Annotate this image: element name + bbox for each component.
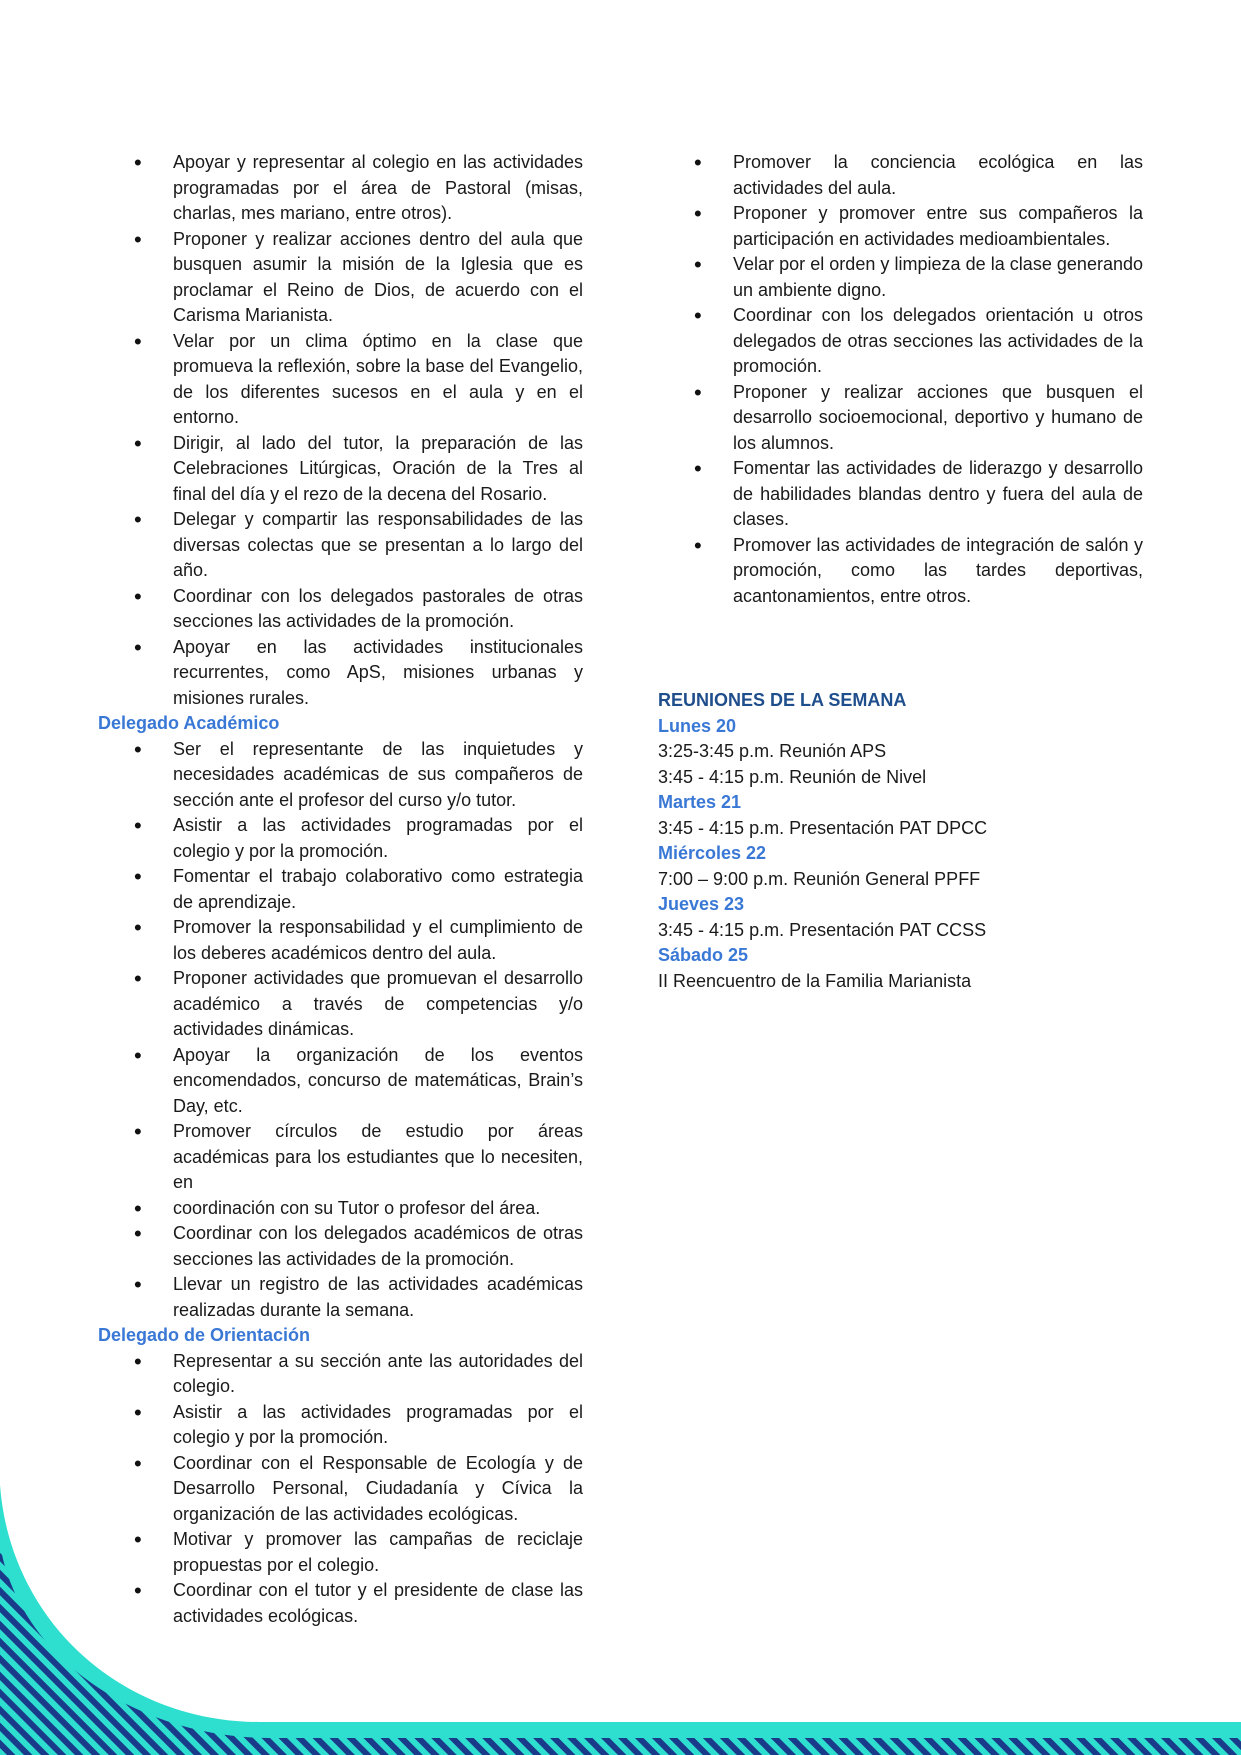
list-item: • Fomentar las actividades de liderazgo y desarrollo de habilidades blandas dentro y fuera del aula de clases. bbox=[658, 456, 1143, 533]
list-item: • Coordinar con el tutor y el presidente de clase las actividades ecológicas. bbox=[98, 1578, 583, 1629]
list-item: • coordinación con su Tutor o profesor del área. bbox=[98, 1196, 583, 1222]
list-item: • Fomentar el trabajo colaborativo como estrategia de aprendizaje. bbox=[98, 864, 583, 915]
meeting-event: 3:25-3:45 p.m. Reunión APS bbox=[658, 741, 887, 761]
list-item: • Promover las actividades de integración de salón y promoción, como las tardes deportivas, acantonamientos, entre otros. bbox=[658, 533, 1143, 610]
meeting-event: II Reencuentro de la Familia Marianista bbox=[658, 970, 972, 991]
list-item: • Motivar y promover las campañas de reciclaje propuestas por el colegio. bbox=[98, 1527, 583, 1578]
list-item: • Promover la conciencia ecológica en las actividades del aula. bbox=[658, 150, 1143, 201]
meetings-title: REUNIONES DE LA SEMANA bbox=[658, 690, 907, 710]
day-heading: Jueves 23 bbox=[658, 894, 745, 914]
day-heading: Sábado 25 bbox=[658, 945, 749, 965]
list-item: • Asistir a las actividades programadas por el colegio y por la promoción. bbox=[98, 1400, 583, 1451]
list-item: • Delegar y compartir las responsabilidades de las diversas colectas que se presentan a lo largo del año. bbox=[98, 507, 583, 584]
list-item: • Asistir a las actividades programadas por el colegio y por la promoción. bbox=[98, 813, 583, 864]
academico-heading: Delegado Académico bbox=[98, 713, 280, 733]
list-item: • Velar por un clima óptimo en la clase que promueva la reflexión, sobre la base del Evangelio, de los diferentes sucesos en el aula y en el entorno. bbox=[98, 329, 583, 431]
list-item: • Ser el representante de las inquietudes y necesidades académicas de sus compañeros de sección ante el profesor del curso y/o tutor. bbox=[98, 737, 583, 814]
list-item: • Coordinar con los delegados académicos de otras secciones las actividades de la promoción. bbox=[98, 1221, 583, 1272]
list-item: • Apoyar la organización de los eventos encomendados, concurso de matemáticas, Brain’s Day, etc. bbox=[98, 1043, 583, 1120]
list-item: • Promover la responsabilidad y el cumplimiento de los deberes académicos dentro del aula. bbox=[98, 915, 583, 966]
meeting-event: 3:45 - 4:15 p.m. Presentación PAT CCSS bbox=[658, 919, 987, 940]
list-item: • Proponer actividades que promuevan el desarrollo académico a través de competencias y/o actividades dinámicas. bbox=[98, 966, 583, 1043]
list-item: • Dirigir, al lado del tutor, la preparación de las Celebraciones Litúrgicas, Oración de la Tres al final del día y el rezo de la decena del Rosario. bbox=[98, 431, 583, 508]
orientacion-heading: Delegado de Orientación bbox=[98, 1325, 311, 1345]
orientacion-list bbox=[98, 1349, 583, 1630]
list-item: • Velar por el orden y limpieza de la clase generando un ambiente digno. bbox=[658, 252, 1143, 303]
list-item: • Coordinar con los delegados pastorales de otras secciones las actividades de la promoción. bbox=[98, 584, 583, 635]
day-heading: Lunes 20 bbox=[658, 715, 737, 736]
list-item: • Proponer y realizar acciones que busquen el desarrollo socioemocional, deportivo y humano de los alumnos. bbox=[658, 380, 1143, 457]
pastoral-list bbox=[98, 150, 583, 711]
list-item: • Representar a su sección ante las autoridades del colegio. bbox=[98, 1349, 583, 1400]
list-item: • Apoyar y representar al colegio en las actividades programadas por el área de Pastoral (misas, charlas, mes mariano, entre otros). bbox=[98, 150, 583, 227]
meeting-event: 3:45 - 4:15 p.m. Presentación PAT DPCC bbox=[658, 817, 988, 838]
day-heading: Miércoles 22 bbox=[658, 843, 767, 863]
day-heading: Martes 21 bbox=[658, 792, 742, 812]
meeting-event: 3:45 - 4:15 p.m. Reunión de Nivel bbox=[658, 766, 927, 787]
list-item: • Llevar un registro de las actividades académicas realizadas durante la semana. bbox=[98, 1272, 583, 1323]
meetings-section bbox=[658, 688, 1158, 994]
orientacion-list-continued bbox=[658, 150, 1143, 609]
list-item: • Coordinar con el Responsable de Ecología y de Desarrollo Personal, Ciudadanía y Cívica la organización de las actividades ecológicas. bbox=[98, 1451, 583, 1528]
right-column bbox=[658, 150, 1143, 609]
list-item: • Coordinar con los delegados orientación u otros delegados de otras secciones las actividades de la promoción. bbox=[658, 303, 1143, 380]
left-column bbox=[98, 150, 583, 1629]
academico-list bbox=[98, 737, 583, 1324]
list-item: • Promover círculos de estudio por áreas académicas para los estudiantes que lo necesiten, en bbox=[98, 1119, 583, 1196]
list-item: • Apoyar en las actividades institucionales recurrentes, como ApS, misiones urbanas y misiones rurales. bbox=[98, 635, 583, 712]
list-item: • Proponer y promover entre sus compañeros la participación en actividades medioambientales. bbox=[658, 201, 1143, 252]
list-item: • Proponer y realizar acciones dentro del aula que busquen asumir la misión de la Iglesia que es proclamar el Reino de Dios, de acuerdo con el Carisma Marianista. bbox=[98, 227, 583, 329]
meeting-event: 7:00 – 9:00 p.m. Reunión General PPFF bbox=[658, 868, 981, 889]
